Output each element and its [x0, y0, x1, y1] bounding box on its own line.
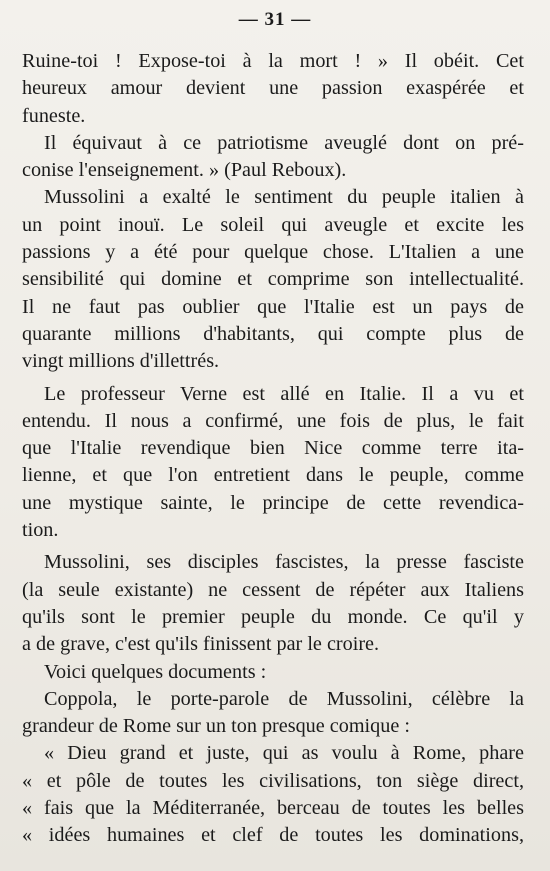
- quotation: [22, 740, 524, 849]
- text-line: Mussolini, ses disciples fascistes, la presse fasciste: [44, 551, 524, 574]
- text-line: « fais que la Méditerranée, berceau de toutes les belles: [22, 797, 524, 820]
- text-line: « Dieu grand et juste, qui as voulu à Rome, phare: [44, 742, 524, 765]
- text-line: quarante millions d'habitants, qui compte plus de: [22, 322, 524, 345]
- text-line: « idées humaines et clef de toutes les dominations,: [22, 824, 524, 847]
- paragraph-4: [22, 381, 524, 545]
- text-line: entendu. Il nous a confirmé, une fois de plus, le fait: [22, 409, 524, 432]
- text-line: lienne, et que l'on entretient dans le peuple, comme: [22, 464, 524, 487]
- text-line: Mussolini a exalté le sentiment du peuple italien à: [44, 186, 524, 209]
- paragraph-6: [22, 659, 524, 686]
- paragraph-2: [22, 130, 524, 185]
- text-line: un point inouï. Le soleil qui aveugle et excite les: [22, 213, 524, 236]
- text-line: Ruine-toi ! Expose-toi à la mort ! » Il obéit. Cet: [22, 50, 524, 72]
- paragraph-3: [22, 184, 524, 375]
- text-line: Voici quelques documents :: [44, 660, 267, 683]
- text-line: grandeur de Rome sur un ton presque comique :: [22, 715, 410, 738]
- text-line: « et pôle de toutes les civilisations, ton siège direct,: [22, 769, 524, 792]
- paragraph-5: [22, 549, 524, 658]
- text-line: funeste.: [22, 104, 86, 127]
- text-line: (la seule existante) ne cessent de répéter aux Italiens: [22, 578, 524, 601]
- text-line: qu'ils sont le premier peuple du monde. Ce qu'il y: [22, 605, 524, 628]
- text-line: conise l'enseignement. » (Paul Reboux).: [22, 159, 347, 182]
- paragraph-1: [22, 48, 524, 130]
- text-line: heureux amour devient une passion exaspérée et: [22, 77, 524, 100]
- text-line: sensibilité qui domine et comprime son intellectualité.: [22, 268, 524, 291]
- text-line: Le professeur Verne est allé en Italie. Il a vu et: [44, 382, 524, 405]
- text-line: passions y a été pour quelque chose. L'Italien a une: [22, 241, 524, 264]
- page-number: — 31 —: [238, 9, 312, 30]
- text-line: a de grave, c'est qu'ils finissent par le croire.: [22, 633, 380, 656]
- text-line: vingt millions d'illettrés.: [22, 350, 220, 373]
- text-line: Coppola, le porte-parole de Mussolini, célèbre la: [44, 687, 524, 710]
- text-line: tion.: [22, 519, 59, 542]
- page-body: [22, 48, 524, 850]
- text-line: une mystique sainte, le principe de cette revendica-: [22, 491, 524, 514]
- paragraph-7: [22, 686, 524, 741]
- text-line: Il ne faut pas oublier que l'Italie est un pays de: [22, 295, 524, 318]
- text-line: Il équivaut à ce patriotisme aveuglé dont on pré-: [44, 131, 524, 154]
- text-line: que l'Italie revendique bien Nice comme terre ita-: [22, 437, 524, 460]
